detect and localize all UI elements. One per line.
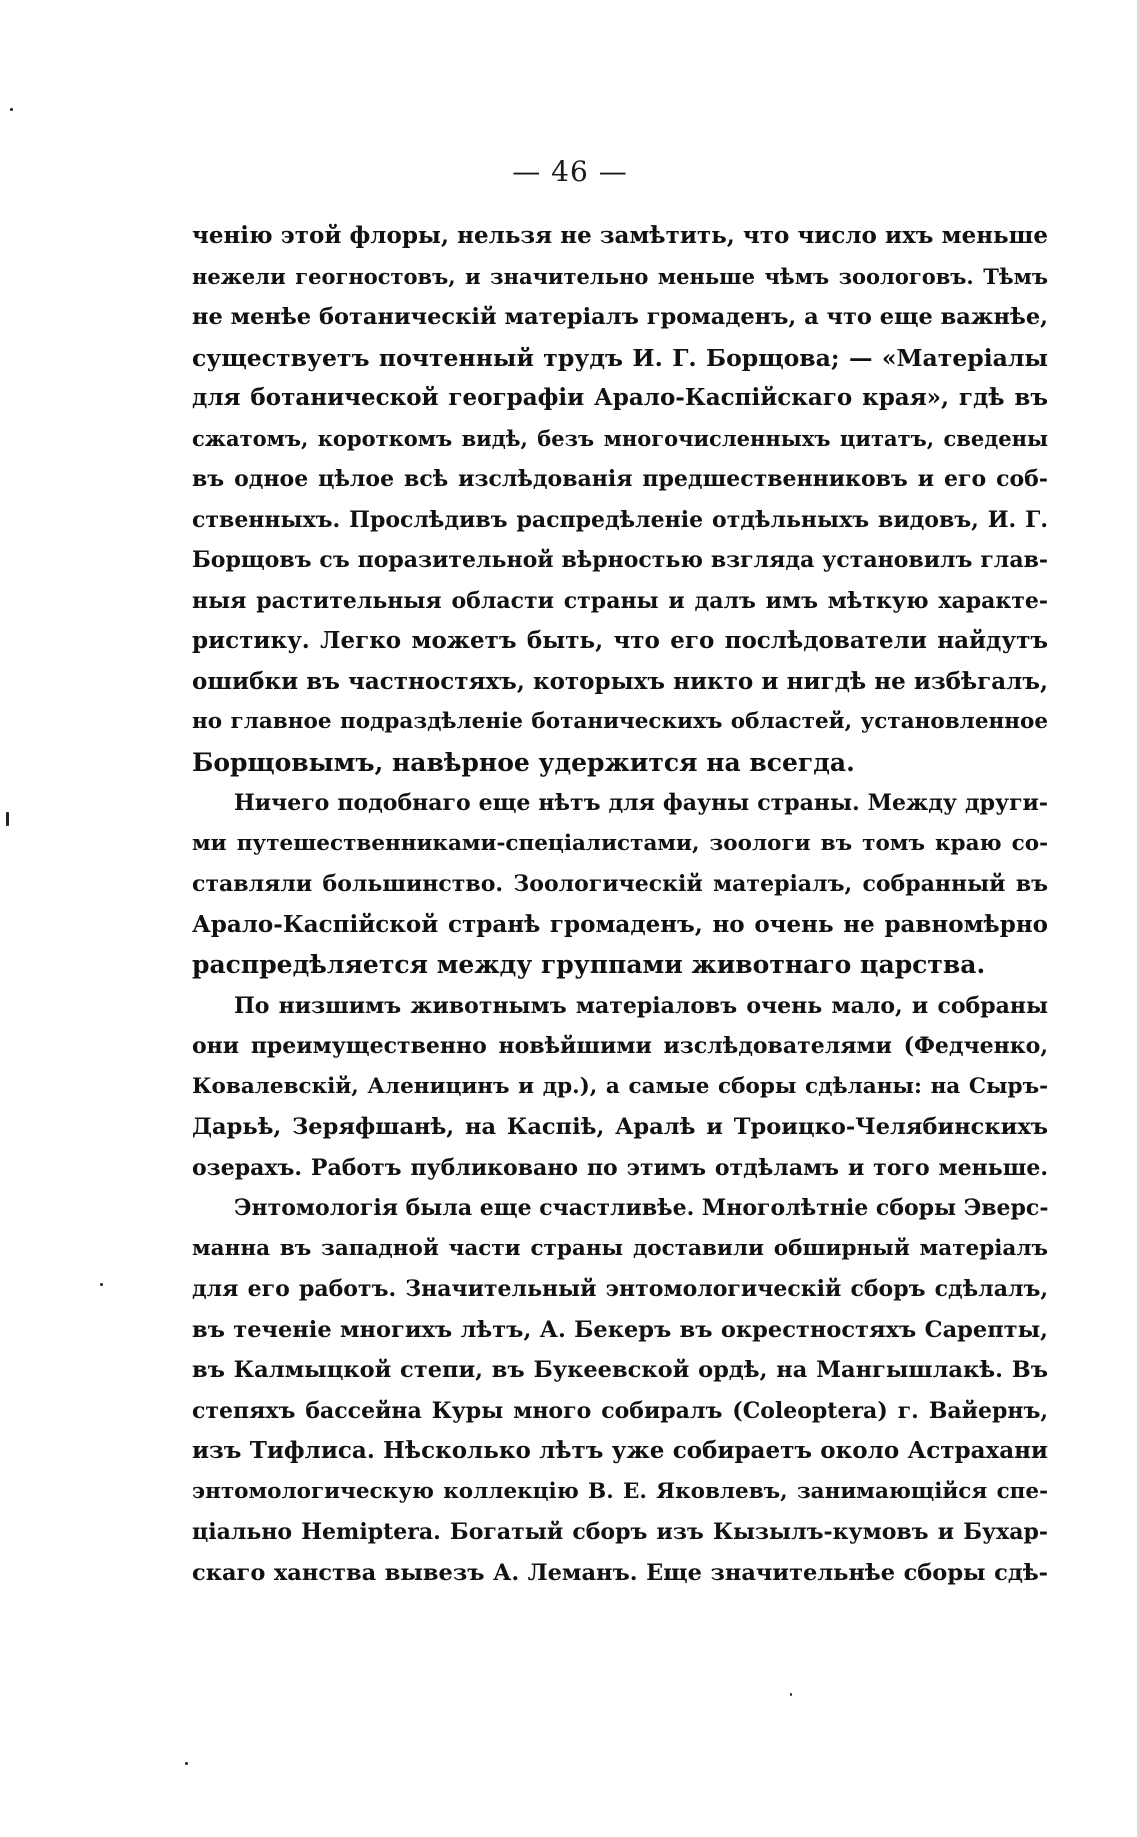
text-line: сжатомъ, короткомъ видѣ, безъ многочисленныхъ цитатъ, сведены: [192, 425, 1048, 451]
text-line: Ничего подобнаго еще нѣтъ для фауны страны. Между други-: [234, 790, 1048, 816]
text-line: въ одное цѣлое всѣ изслѣдованія предшественниковъ и его соб-: [192, 466, 1048, 492]
paragraph-botany: [192, 216, 1048, 783]
text-line: По низшимъ животнымъ матеріаловъ очень мало, и собраны: [234, 992, 1048, 1019]
text-line: для ботанической географіи Арало-Каспійскаго края», гдѣ въ: [192, 384, 1048, 411]
text-line: степяхъ бассейна Куры много собиралъ (Coleoptera) г. Вайернъ,: [192, 1397, 1048, 1424]
text-line: Борщовъ съ поразительной вѣрностью взгляда установилъ глав-: [192, 547, 1048, 573]
text-line: ныя растительныя области страны и далъ имъ мѣткую характе-: [192, 587, 1048, 614]
paragraph-fauna: [192, 783, 1048, 986]
text-line: но главное подраздѣленіе ботаническихъ областей, установленное: [192, 709, 1048, 734]
scan-speck: [10, 108, 13, 111]
text-line: ристику. Легко можетъ быть, что его послѣдователи найдутъ: [192, 627, 1048, 654]
text-line: Ковалевскій, Аленицинъ и др.), а самые сборы сдѣланы: на Сыръ-: [192, 1073, 1048, 1099]
page-number: — 46 —: [512, 155, 628, 188]
text-line: существуетъ почтенный трудъ И. Г. Борщова; — «Матеріалы: [192, 343, 1048, 372]
text-line: ціально Hemiptera. Богатый сборъ изъ Кызылъ-кумовъ и Бухар-: [192, 1519, 1048, 1545]
text-line: манна въ западной части страны доставили обширный матеріалъ: [192, 1235, 1048, 1261]
text-line: озерахъ. Работъ публиковано по этимъ отдѣламъ и того меньше.: [192, 1154, 1048, 1181]
scan-speck: [100, 1283, 103, 1286]
text-line: не менѣе ботаническій матеріалъ громаденъ, а что еще важнѣе,: [192, 304, 1048, 330]
text-line: Дарьѣ, Зеряфшанѣ, на Каспіѣ, Аралѣ и Троицко-Челябинскихъ: [192, 1114, 1048, 1140]
text-line: въ теченіе многихъ лѣтъ, А. Бекеръ въ окрестностяхъ Сарепты,: [192, 1316, 1048, 1343]
scan-speck: [6, 812, 9, 826]
paragraph-entomology: [192, 1188, 1048, 1593]
text-line: энтомологическую коллекцію В. Е. Яковлевъ, занимающійся спе-: [192, 1478, 1048, 1504]
text-line: скаго ханства вывезъ А. Леманъ. Еще значительнѣе сборы сдѣ-: [192, 1559, 1048, 1586]
text-line: распредѣляется между группами животнаго царства.: [192, 950, 986, 979]
scan-speck: [185, 1762, 188, 1765]
text-line: ственныхъ. Прослѣдивъ распредѣленіе отдѣльныхъ видовъ, И. Г.: [192, 506, 1048, 533]
text-line: они преимущественно новѣйшими изслѣдователями (Федченко,: [192, 1033, 1048, 1059]
text-line: въ Калмыцкой степи, въ Букеевской ордѣ, на Мангышлакѣ. Въ: [192, 1357, 1048, 1383]
text-line: Энтомологія была еще счастливѣе. Многолѣтніе сборы Эверс-: [234, 1195, 1048, 1221]
text-line: ставляли большинство. Зоологическій матеріалъ, собранный въ: [192, 871, 1048, 897]
scan-speck: [790, 1693, 792, 1696]
paragraph-lower-animals: [192, 986, 1048, 1189]
text-line: ошибки въ частностяхъ, которыхъ никто и нигдѣ не избѣгалъ,: [192, 667, 1048, 695]
text-line: для его работъ. Значительный энтомологическій сборъ сдѣлалъ,: [192, 1276, 1048, 1302]
text-line: изъ Тифлиса. Нѣсколько лѣтъ уже собираетъ около Астрахани: [192, 1437, 1048, 1464]
text-line: ченію этой флоры, нельзя не замѣтить, что число ихъ меньше: [192, 222, 1048, 249]
text-line: нежели геогностовъ, и значительно меньше чѣмъ зоологовъ. Тѣмъ: [192, 263, 1048, 289]
text-line: Борщовымъ, навѣрное удержится на всегда.: [192, 747, 855, 777]
text-line: Арало-Каспійской странѣ громаденъ, но очень не равномѣрно: [192, 910, 1048, 938]
text-line: ми путешественниками-спеціалистами, зоологи въ томъ краю со-: [192, 830, 1048, 856]
body-text: [192, 216, 1048, 1593]
